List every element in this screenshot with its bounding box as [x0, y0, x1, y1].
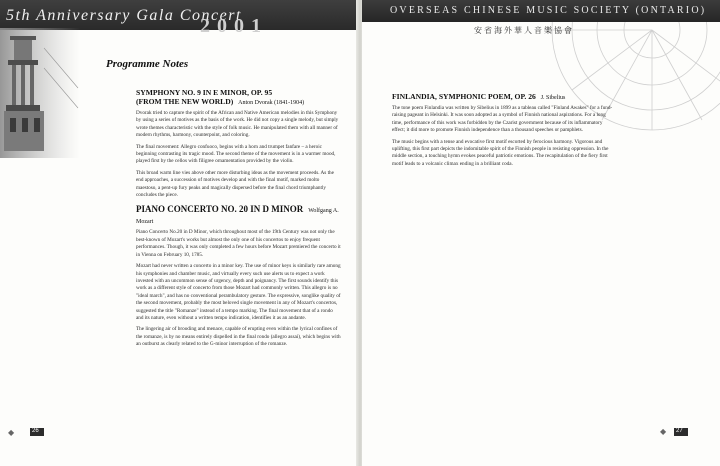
page-number-box — [674, 428, 688, 436]
symphony-composer: Anton Dvorak (1841-1904) — [238, 100, 305, 106]
page-number: 26 — [32, 428, 39, 434]
concerto-title — [136, 205, 341, 227]
left-page — [0, 0, 358, 466]
page-number: 27 — [676, 428, 683, 434]
concerto-paragraph: Piano Concerto No.20 in D Minor, which throughout most of the 19th Century was not only the best-known of Mozart's works but almost the only one of his concertos to enjoy frequent performances. Though, it was only completed a few hours before Mozart premiered the concerto it in Vienna on February 10, 1785. — [136, 229, 341, 258]
finlandia-paragraph: The music begins with a tense and evocative first motif escorted by ferocious harmony. Vigorous and uplifting, this first part depicts the indomitable spirit of the Finnish people in resisting oppression. In the middle section, a touching hymn evokes peaceful patriotic emotions. The recapitulation of the fiery first motif leads to a volcanic climax ending in a brilliant coda. — [392, 138, 609, 167]
right-page — [362, 0, 720, 466]
crop-mark: ◆ — [8, 428, 15, 437]
finlandia-title-text: FINLANDIA, SYMPHONIC POEM, OP. 26 — [392, 92, 536, 101]
left-column — [136, 88, 341, 353]
right-column — [392, 92, 614, 172]
right-banner — [362, 0, 720, 22]
symphony-paragraph: This broad warm line vies above other more disturbing ideas as the movement proceeds. As the end approaches, a succession of motives develop and with the final motif, marked molto maestoso, a pent-up fury peaks and magically dispersed before the final chord triumphantly concludes the piece. — [136, 169, 334, 199]
finlandia-composer: J. Sibelius — [540, 95, 566, 101]
concerto-paragraph: The lingering air of brooding and menace, capable of erupting even within the lyrical confines of the romanze, is by no means entirely dispelled in the final rondo (allegro assai), which begins with an outburst as clearly related to the G-minor interruption of the romanze. — [136, 326, 341, 348]
society-chinese-name: 安省海外華人音樂協會 — [474, 26, 574, 35]
symphony-title-line2: (FROM THE NEW WORLD) — [136, 97, 234, 106]
symphony-paragraph: The final movement: Allegro confuoco, begins with a horn and trumpet fanfare – a heroic beginning contrasting its tragic mood. The second theme of the movement is in a warmer mood, played first by the cellos with filigree ornamentation provided by the violin. — [136, 143, 336, 165]
concerto-composer: Wolfgang A. Mozart — [136, 208, 339, 226]
finlandia-title — [392, 92, 614, 103]
concerto-title-text: PIANO CONCERTO NO. 20 IN D MINOR — [136, 204, 304, 215]
programme-notes-heading: Programme Notes — [106, 58, 189, 70]
symphony-paragraph: Dvorak tried to capture the spirit of the African and Native American melodies in this Symphony by using a series of motives as the basis of the work. He did not copy a single melody, but simply wrote themes characteristic with the style of folk music. He manipulated them with all manner of modern rhythms, harmony, counterpoint, and coloring. — [136, 110, 339, 139]
concerto-paragraph: Mozart had never written a concerto in a minor key. The use of minor keys is similarly rare among his symphonies and chamber music, and virtually every such use alerts us to expect a work invested with an uncommon sense of urgency, depth and poignancy. The first sounds identify this work as a different style of concerto from those Mozart had commonly written. This allegro is no "ideal march", and has no conventional perambulatory gesture. The expressive, songlike quality of the second movement, probably the most beloved single movement in any of Mozart's concertos, suggested the title "Romanze" instead of a tempo marking. The final movement that of a rondo and its nature, even without a written tempo indication, identifies it as an andante. — [136, 263, 341, 321]
left-banner — [0, 0, 358, 37]
symphony-title — [136, 88, 341, 108]
finlandia-paragraph: The tone poem Finlandia was written by Sibelius in 1899 as a tableau called "Finland Awakes" for a fund-raising pageant in Helsinki. It was soon adopted as a symbol of Finnish national aspirations. For a long time, performance of this work was forbidden by the Czarist government because of its inflammatory effect; it did more to promote Finnish independence than a thousand speeches or pamphlets. — [392, 105, 613, 134]
banner-title: 5th Anniversary Gala Concert — [6, 7, 242, 24]
society-title: OVERSEAS CHINESE MUSIC SOCIETY (ONTARIO) — [390, 5, 707, 16]
symphony-title-line1: SYMPHONY NO. 9 IN E MINOR, OP. 95 — [136, 88, 273, 97]
page-number-box — [30, 428, 44, 436]
banner-year: 2001 — [200, 15, 268, 37]
crop-mark: ◆ — [660, 427, 667, 436]
building-illustration — [0, 28, 80, 158]
